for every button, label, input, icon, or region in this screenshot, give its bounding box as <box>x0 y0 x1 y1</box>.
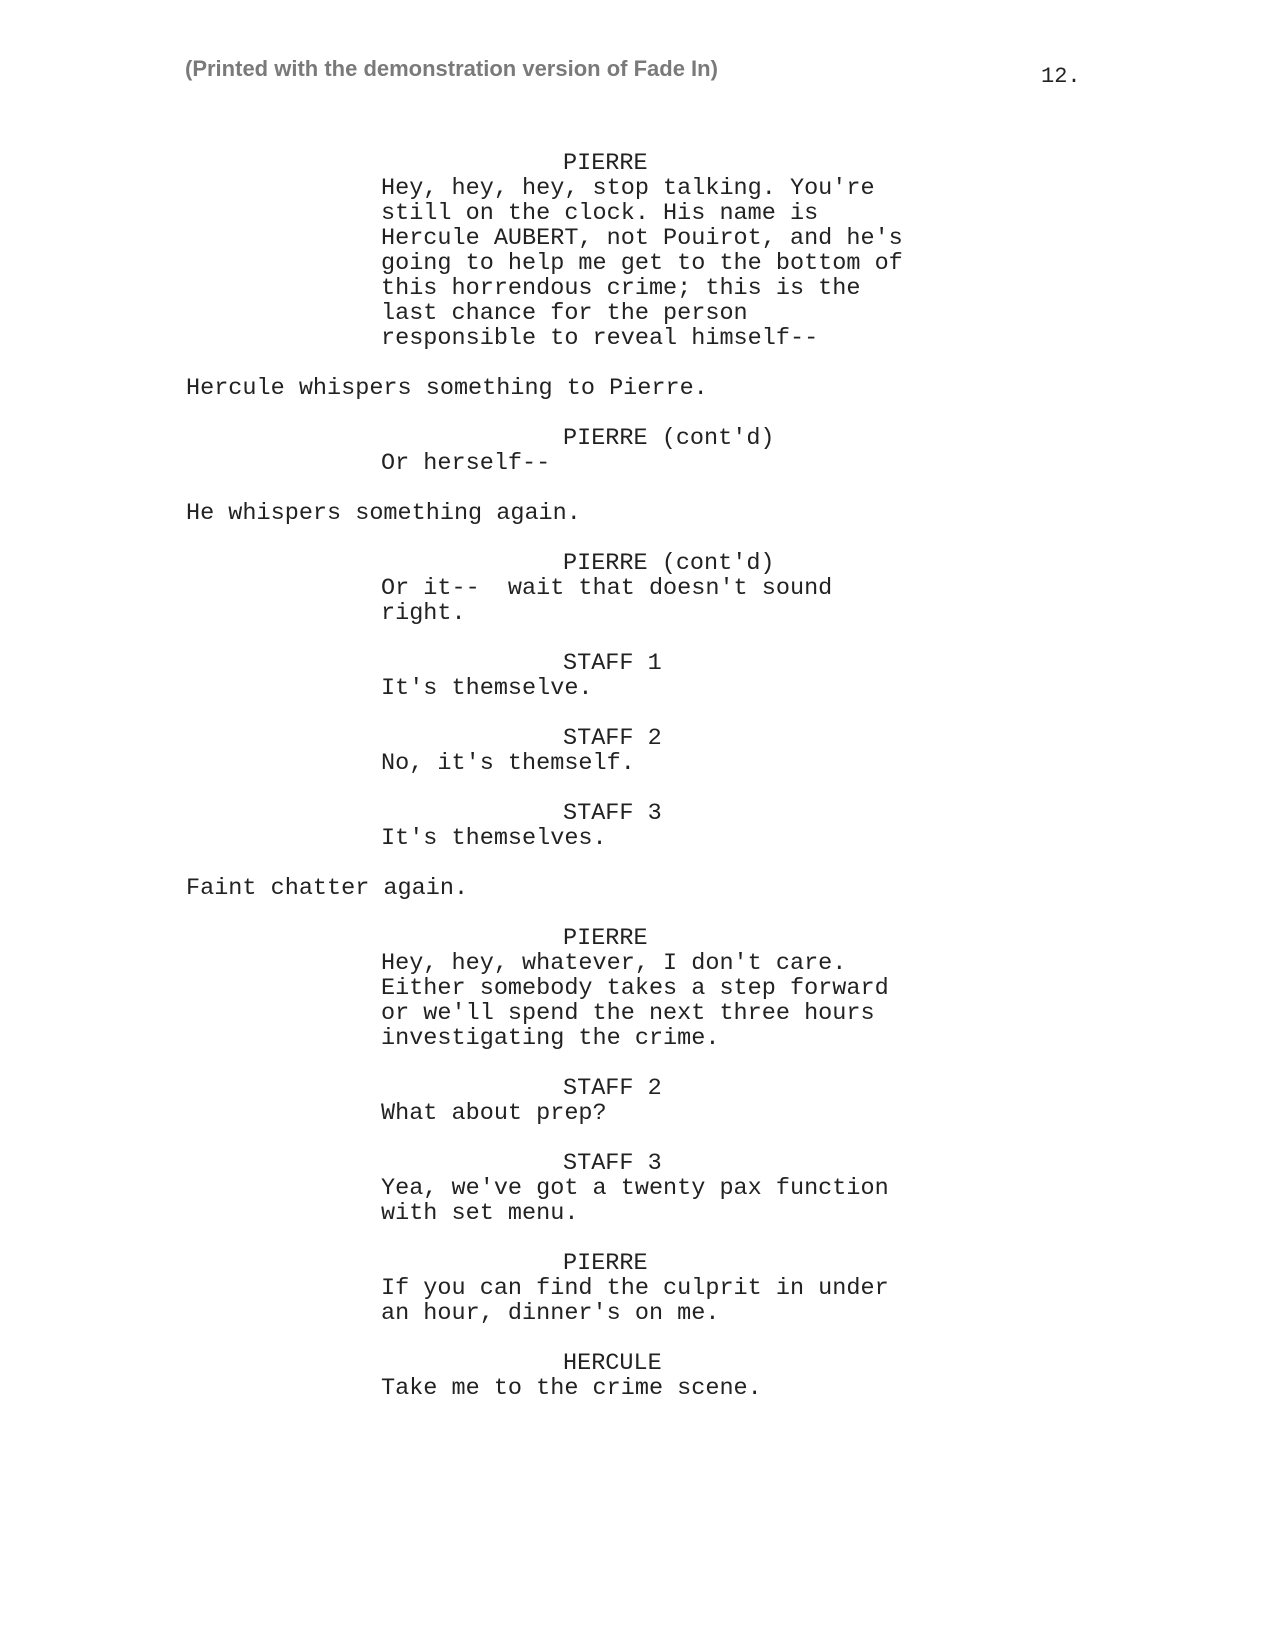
blank-line <box>0 626 1275 651</box>
dialogue-line: investigating the crime. <box>381 1025 720 1052</box>
dialogue-block <box>0 1176 1275 1226</box>
dialogue-line: No, it's themself. <box>381 750 635 777</box>
character-cue: STAFF 2 <box>563 1075 662 1102</box>
dialogue-line: Yea, we've got a twenty pax function <box>381 1175 889 1202</box>
blank-line <box>0 1226 1275 1251</box>
dialogue-line: Take me to the crime scene. <box>381 1375 762 1402</box>
character-cue: PIERRE <box>563 1250 648 1277</box>
dialogue-block <box>0 1276 1275 1326</box>
action-line: Hercule whispers something to Pierre. <box>186 375 708 402</box>
dialogue-line: right. <box>381 600 466 627</box>
dialogue-line: responsible to reveal himself-- <box>381 325 819 352</box>
blank-line <box>0 1051 1275 1076</box>
dialogue-block <box>0 751 1275 776</box>
dialogue-line: Or it-- wait that doesn't sound <box>381 575 833 602</box>
blank-line <box>0 701 1275 726</box>
blank-line <box>0 776 1275 801</box>
dialogue-line: with set menu. <box>381 1200 579 1227</box>
character-cue: PIERRE (cont'd) <box>563 425 775 452</box>
character-cue: PIERRE (cont'd) <box>563 550 775 577</box>
dialogue-block <box>0 576 1275 626</box>
screenplay-body <box>0 151 1275 1401</box>
dialogue-block <box>0 1376 1275 1401</box>
action-line: Faint chatter again. <box>186 875 469 902</box>
blank-line <box>0 1126 1275 1151</box>
dialogue-block <box>0 951 1275 1051</box>
dialogue-line: or we'll spend the next three hours <box>381 1000 875 1027</box>
dialogue-line: Or herself-- <box>381 450 551 477</box>
dialogue-line: going to help me get to the bottom of <box>381 250 903 277</box>
page-number: 12. <box>1041 64 1081 89</box>
character-cue: PIERRE <box>563 925 648 952</box>
character-cue: STAFF 3 <box>563 1150 662 1177</box>
blank-line <box>0 526 1275 551</box>
dialogue-line: If you can find the culprit in under <box>381 1275 889 1302</box>
dialogue-line: Hey, hey, whatever, I don't care. <box>381 950 847 977</box>
dialogue-line: Hercule AUBERT, not Pouirot, and he's <box>381 225 903 252</box>
dialogue-line: It's themselve. <box>381 675 593 702</box>
character-cue: STAFF 1 <box>563 650 662 677</box>
demo-watermark: (Printed with the demonstration version of Fade In) <box>185 56 718 81</box>
character-cue: HERCULE <box>563 1350 662 1377</box>
dialogue-block <box>0 1101 1275 1126</box>
dialogue-line: an hour, dinner's on me. <box>381 1300 720 1327</box>
dialogue-block <box>0 826 1275 851</box>
dialogue-block <box>0 176 1275 351</box>
dialogue-line: this horrendous crime; this is the <box>381 275 861 302</box>
character-cue: STAFF 3 <box>563 800 662 827</box>
blank-line <box>0 401 1275 426</box>
blank-line <box>0 901 1275 926</box>
dialogue-line: Either somebody takes a step forward <box>381 975 889 1002</box>
dialogue-line: last chance for the person <box>381 300 748 327</box>
dialogue-line: It's themselves. <box>381 825 607 852</box>
character-cue: PIERRE <box>563 150 648 177</box>
dialogue-block <box>0 451 1275 476</box>
dialogue-block <box>0 676 1275 701</box>
dialogue-line: Hey, hey, hey, stop talking. You're <box>381 175 875 202</box>
action-line: He whispers something again. <box>186 500 581 527</box>
character-cue: STAFF 2 <box>563 725 662 752</box>
blank-line <box>0 476 1275 501</box>
blank-line <box>0 851 1275 876</box>
dialogue-line: What about prep? <box>381 1100 607 1127</box>
dialogue-line: still on the clock. His name is <box>381 200 819 227</box>
blank-line <box>0 1326 1275 1351</box>
blank-line <box>0 351 1275 376</box>
